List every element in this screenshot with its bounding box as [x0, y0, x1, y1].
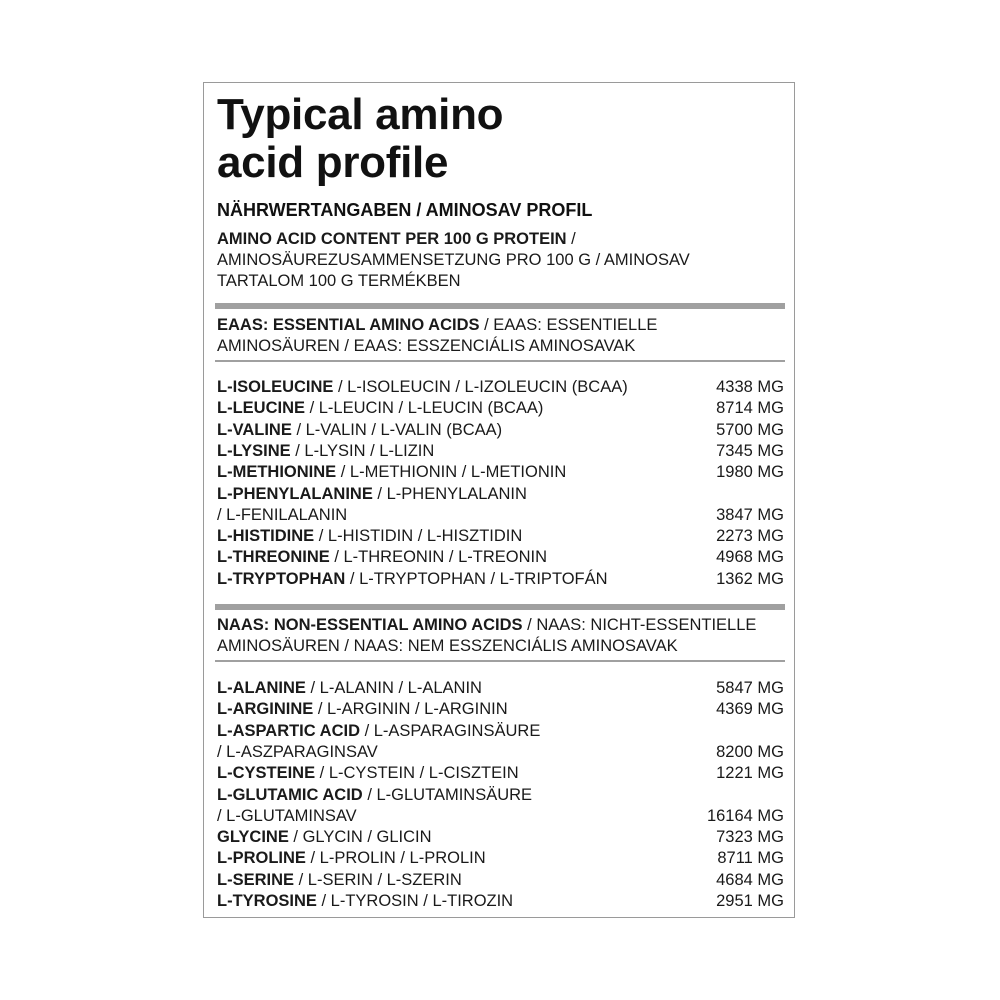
amino-acid-name — [217, 763, 519, 784]
table-row — [217, 526, 784, 547]
divider — [215, 360, 785, 362]
amino-acid-translations: / L-VALIN / L-VALIN (BCAA) — [291, 420, 503, 439]
table-row — [217, 763, 784, 784]
amino-acid-amount: 8714 MG — [716, 399, 784, 418]
amino-acid-name — [217, 742, 378, 763]
amino-acid-english: L-LEUCINE — [217, 399, 305, 418]
table-row — [217, 721, 784, 742]
amino-acid-english: L-ARGININE — [217, 700, 314, 719]
subtitle: NÄHRWERTANGABEN / AMINOSAV PROFIL — [217, 200, 593, 220]
amino-acid-translations: / L-LYSIN / L-LIZIN — [290, 441, 435, 460]
amino-acid-translations: / L-GLUTAMINSÄURE — [362, 785, 533, 804]
content-line-1 — [217, 229, 787, 250]
amino-acid-amount: 1980 MG — [716, 463, 784, 482]
table-row — [217, 678, 784, 699]
amino-acid-name — [217, 827, 432, 848]
amino-acid-amount: 4369 MG — [716, 700, 784, 719]
table-row — [217, 699, 784, 720]
amino-acid-translations: / GLYCIN / GLICIN — [288, 828, 432, 847]
table-row — [217, 484, 784, 505]
amino-acid-english: L-THREONINE — [217, 548, 330, 567]
amino-acid-name — [217, 721, 540, 742]
amino-acid-english: L-LYSINE — [217, 441, 291, 460]
amino-acid-name — [217, 699, 508, 720]
amino-acid-translations: / L-TRYPTOPHAN / L-TRIPTOFÁN — [345, 569, 608, 588]
amino-acid-translations: / L-CYSTEIN / L-CISZTEIN — [315, 764, 519, 783]
amino-acid-translations: / L-TYROSIN / L-TIROZIN — [316, 892, 514, 910]
amino-acid-english: L-METHIONINE — [217, 463, 337, 482]
amino-acid-english: L-VALINE — [217, 420, 292, 439]
amino-acid-amount: 7323 MG — [716, 828, 784, 847]
table-row — [217, 569, 784, 590]
eaa-header-line-1 — [217, 315, 787, 336]
amino-acid-name — [217, 377, 628, 398]
amino-acid-name — [217, 484, 527, 505]
amino-acid-english: L-SERINE — [217, 870, 295, 889]
amino-acid-amount: 2273 MG — [716, 527, 784, 546]
amino-acid-english: L-TRYPTOPHAN — [217, 569, 346, 588]
title-line-2: acid profile — [217, 138, 449, 187]
amino-acid-translations: / L-PHENYLALANIN — [372, 484, 527, 503]
amino-acid-name — [217, 441, 434, 462]
amino-acid-translations: / L-LEUCIN / L-LEUCIN (BCAA) — [305, 399, 544, 418]
eaa-header-line-2: AMINOSÄUREN / EAAS: ESSZENCIÁLIS AMINOSAVAK — [217, 337, 636, 355]
table-row — [217, 848, 784, 869]
amino-acid-translations: / L-ASPARAGINSÄURE — [360, 721, 541, 740]
amino-acid-translations: / L-ISOLEUCIN / L-IZOLEUCIN (BCAA) — [333, 378, 628, 396]
table-row — [217, 547, 784, 568]
content-bold: AMINO ACID CONTENT PER 100 G PROTEIN — [217, 230, 567, 248]
amino-acid-amount: 7345 MG — [716, 441, 784, 460]
amino-acid-translations: / L-ARGININ / L-ARGININ — [313, 700, 508, 719]
title-line-1: Typical amino — [217, 90, 504, 139]
amino-acid-amount: 5847 MG — [716, 679, 784, 697]
amino-acid-translations: / L-THREONIN / L-TREONIN — [329, 548, 548, 567]
amino-acid-amount: 1221 MG — [716, 764, 784, 783]
content-line-3: TARTALOM 100 G TERMÉKBEN — [217, 272, 461, 290]
amino-acid-amount: 4684 MG — [716, 870, 784, 889]
table-row — [217, 806, 784, 827]
amino-acid-english: L-GLUTAMIC ACID — [217, 785, 363, 804]
amino-acid-english: L-ASPARTIC ACID — [217, 721, 360, 740]
amino-acid-name — [217, 505, 347, 526]
amino-acid-name — [217, 526, 522, 547]
amino-acid-english: L-TYROSINE — [217, 892, 317, 910]
table-row — [217, 870, 784, 891]
amino-acid-amount: 4968 MG — [716, 548, 784, 567]
content-sep: / — [566, 230, 576, 248]
amino-acid-translations: / L-ALANIN / L-ALANIN — [305, 679, 482, 697]
table-row — [217, 891, 784, 912]
amino-acid-translations: / L-SERIN / L-SZERIN — [294, 870, 462, 889]
divider — [215, 660, 785, 662]
amino-acid-amount: 2951 MG — [716, 892, 784, 910]
amino-acid-amount: 8711 MG — [717, 849, 784, 868]
amino-acid-amount: 8200 MG — [716, 742, 784, 761]
amino-acid-english: L-PHENYLALANINE — [217, 484, 373, 503]
content-line-2: AMINOSÄUREZUSAMMENSETZUNG PRO 100 G / AMINOSAV — [217, 251, 690, 269]
amino-acid-name — [217, 569, 608, 590]
amino-acid-amount: 4338 MG — [716, 378, 784, 396]
table-row — [217, 505, 784, 526]
naa-header-line-1 — [217, 615, 787, 636]
amino-acid-amount: 5700 MG — [716, 420, 784, 439]
eaa-header-bold: EAAS: ESSENTIAL AMINO ACIDS — [217, 316, 480, 334]
amino-acid-translations: / L-FENILALANIN — [217, 505, 348, 524]
table-row — [217, 462, 784, 483]
amino-acid-name — [217, 462, 566, 483]
table-row — [217, 441, 784, 462]
naa-header-line-2: AMINOSÄUREN / NAAS: NEM ESSZENCIÁLIS AMINOSAVAK — [217, 637, 678, 655]
amino-acid-english: L-ALANINE — [217, 679, 306, 697]
table-row — [217, 827, 784, 848]
amino-acid-english: L-ISOLEUCINE — [217, 378, 334, 396]
amino-acid-translations: / L-HISTIDIN / L-HISZTIDIN — [314, 527, 523, 546]
amino-acid-name — [217, 398, 543, 419]
amino-acid-translations: / L-PROLIN / L-PROLIN — [305, 849, 486, 868]
amino-acid-name — [217, 870, 462, 891]
amino-acid-name — [217, 785, 532, 806]
amino-acid-translations: / L-METHIONIN / L-METIONIN — [336, 463, 567, 482]
amino-acid-name — [217, 547, 547, 568]
amino-acid-english: L-CYSTEINE — [217, 764, 316, 783]
amino-acid-translations: / L-GLUTAMINSAV — [217, 806, 357, 825]
table-row — [217, 398, 784, 419]
amino-acid-name — [217, 420, 502, 441]
naa-header-bold: NAAS: NON-ESSENTIAL AMINO ACIDS — [217, 616, 523, 634]
amino-acid-amount: 3847 MG — [716, 505, 784, 524]
amino-acid-english: L-PROLINE — [217, 849, 306, 868]
naa-header-rest: / NAAS: NICHT-ESSENTIELLE — [522, 616, 757, 634]
amino-acid-name — [217, 678, 482, 699]
divider — [215, 604, 785, 610]
table-row — [217, 785, 784, 806]
eaa-header-rest: / EAAS: ESSENTIELLE — [479, 316, 658, 334]
amino-acid-translations: / L-ASZPARAGINSAV — [217, 742, 378, 761]
table-row — [217, 377, 784, 398]
table-row — [217, 420, 784, 441]
table-row — [217, 742, 784, 763]
amino-acid-amount: 1362 MG — [716, 569, 784, 588]
page-title — [217, 91, 503, 187]
amino-acid-english: L-HISTIDINE — [217, 527, 315, 546]
amino-acid-amount: 16164 MG — [706, 806, 784, 825]
amino-acid-english: GLYCINE — [217, 828, 289, 847]
amino-acid-name — [217, 848, 486, 869]
amino-acid-name — [217, 891, 513, 912]
amino-acid-name — [217, 806, 357, 827]
divider — [215, 303, 785, 309]
amino-acid-profile-panel — [203, 82, 795, 918]
